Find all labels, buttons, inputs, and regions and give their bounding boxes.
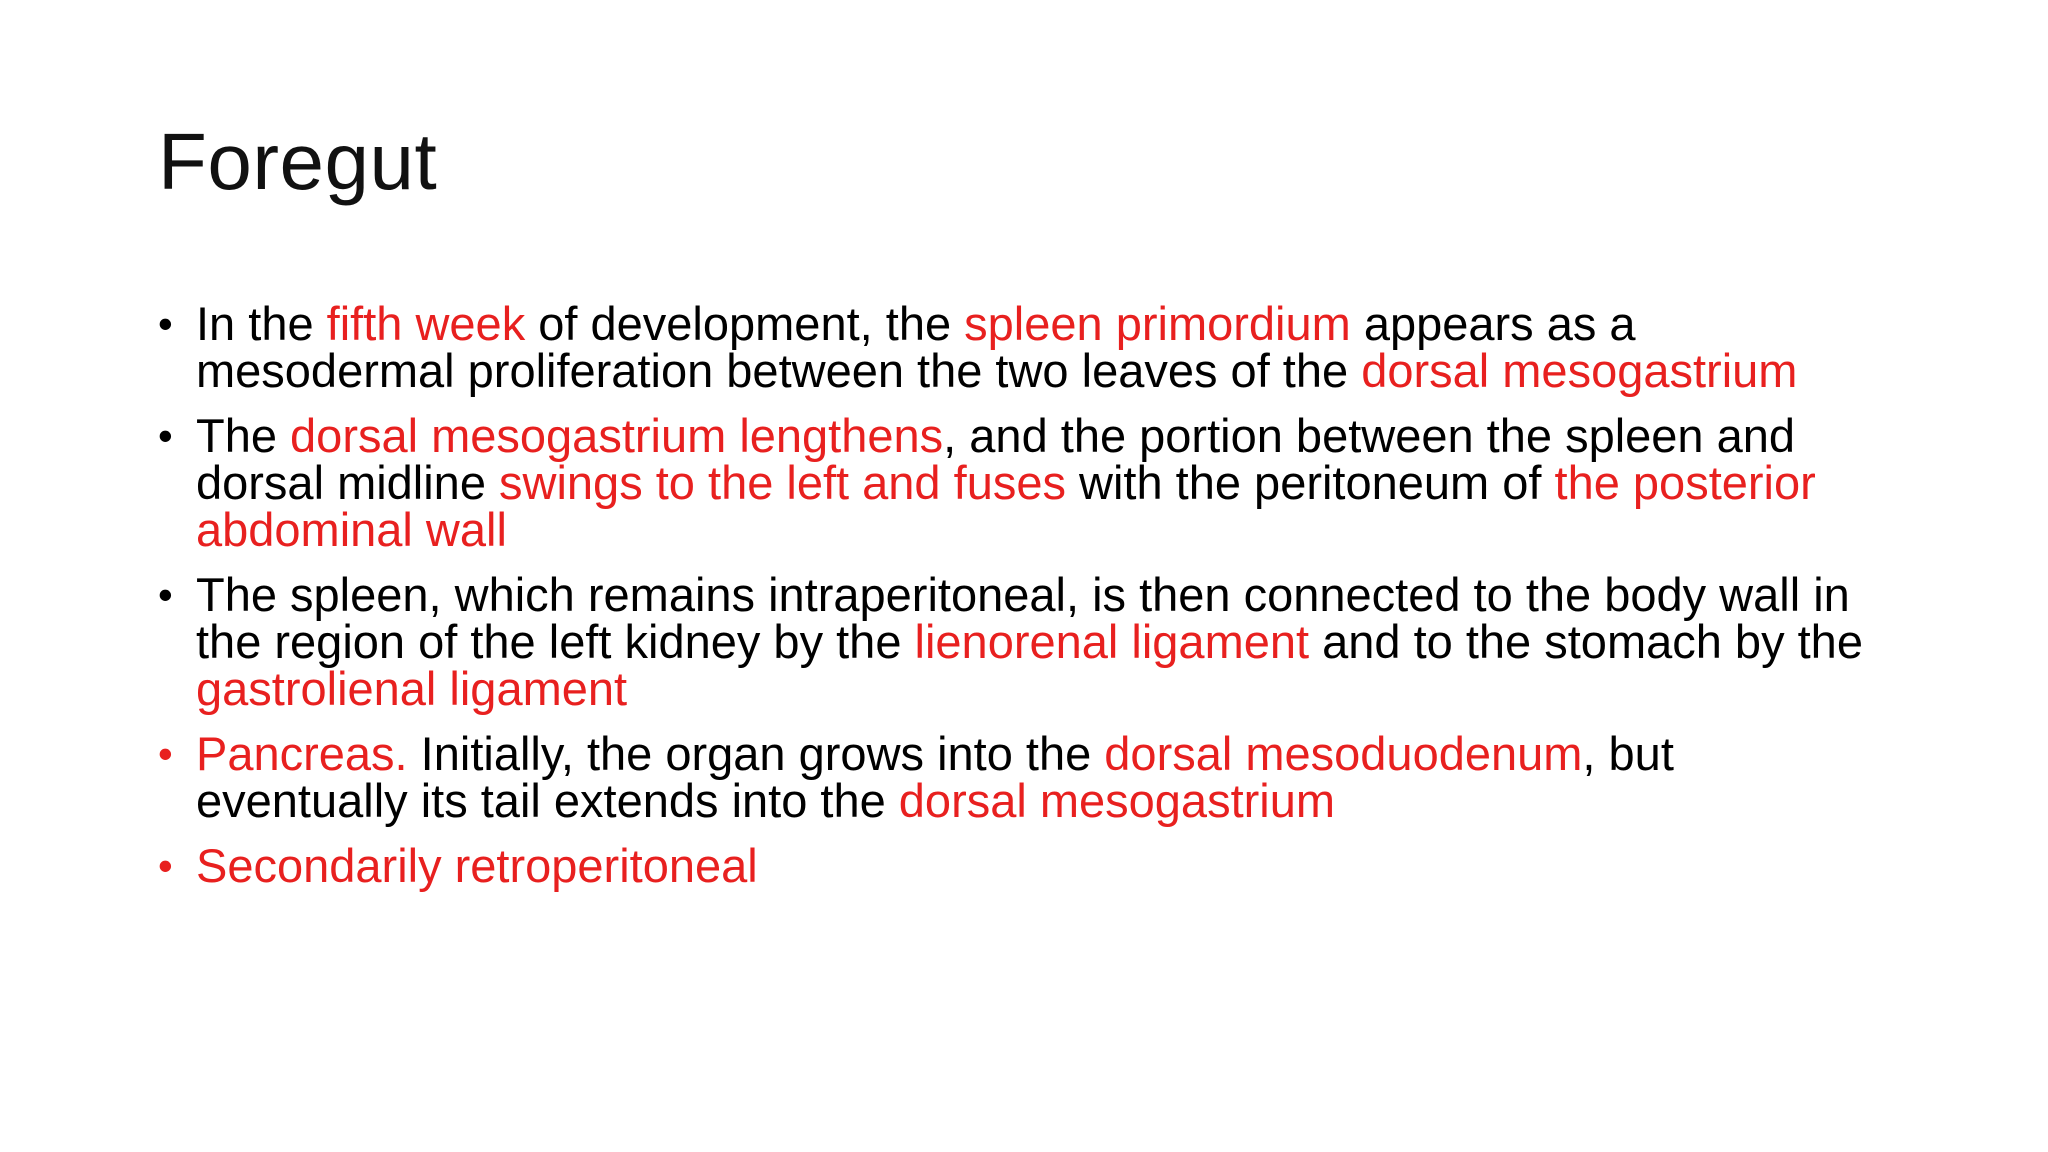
bullet-marker: • <box>158 730 173 777</box>
highlight-run: dorsal mesogastrium lengthens <box>290 409 944 462</box>
highlight-run: the posterior abdominal wall <box>196 456 1816 556</box>
bullet-marker: • <box>158 571 173 618</box>
text-run: of development, the <box>525 297 965 350</box>
highlight-run: spleen primordium <box>964 297 1351 350</box>
highlight-run: lienorenal ligament <box>914 615 1310 668</box>
bullet-text <box>196 568 1863 715</box>
bullet-marker: • <box>158 300 173 347</box>
bullet-text <box>196 727 1674 827</box>
highlight-run: gastrolienal ligament <box>196 662 628 715</box>
bullet-item <box>158 727 1898 827</box>
highlight-run: dorsal mesoduodenum <box>1104 727 1583 780</box>
text-run: with the peritoneum of <box>1065 456 1555 509</box>
bullet-text <box>196 409 1816 556</box>
highlight-run: dorsal mesogastrium <box>898 774 1336 827</box>
bullet-marker: • <box>158 412 173 459</box>
text-run: , and the portion between the spleen and dorsal midline <box>196 409 1796 509</box>
bullet-item <box>158 409 1898 556</box>
bullet-item <box>158 839 1898 892</box>
highlight-run: Pancreas. <box>196 727 408 780</box>
bullet-marker: • <box>158 842 173 889</box>
bullet-text <box>196 839 758 892</box>
text-run: The spleen, which remains intraperitoneal, is then connected to the body wall in the region of the left kidney by the <box>196 568 1850 668</box>
text-run: , but eventually its tail extends into the <box>196 727 1674 827</box>
text-run: Initially, the organ grows into the <box>407 727 1105 780</box>
bullet-list <box>158 297 1898 907</box>
text-run: In the <box>196 297 327 350</box>
highlight-run: Secondarily retroperitoneal <box>196 839 758 892</box>
text-run: The <box>196 409 291 462</box>
text-run: appears as a mesodermal proliferation between the two leaves of the <box>196 297 1636 397</box>
highlight-run: fifth week <box>326 297 526 350</box>
highlight-run: swings to the left and fuses <box>499 456 1066 509</box>
bullet-item <box>158 297 1898 397</box>
highlight-run: dorsal mesogastrium <box>1361 344 1798 397</box>
text-run: and to the stomach by the <box>1309 615 1863 668</box>
bullet-text <box>196 297 1797 397</box>
bullet-item <box>158 568 1898 715</box>
slide-title: Foregut <box>158 117 438 206</box>
